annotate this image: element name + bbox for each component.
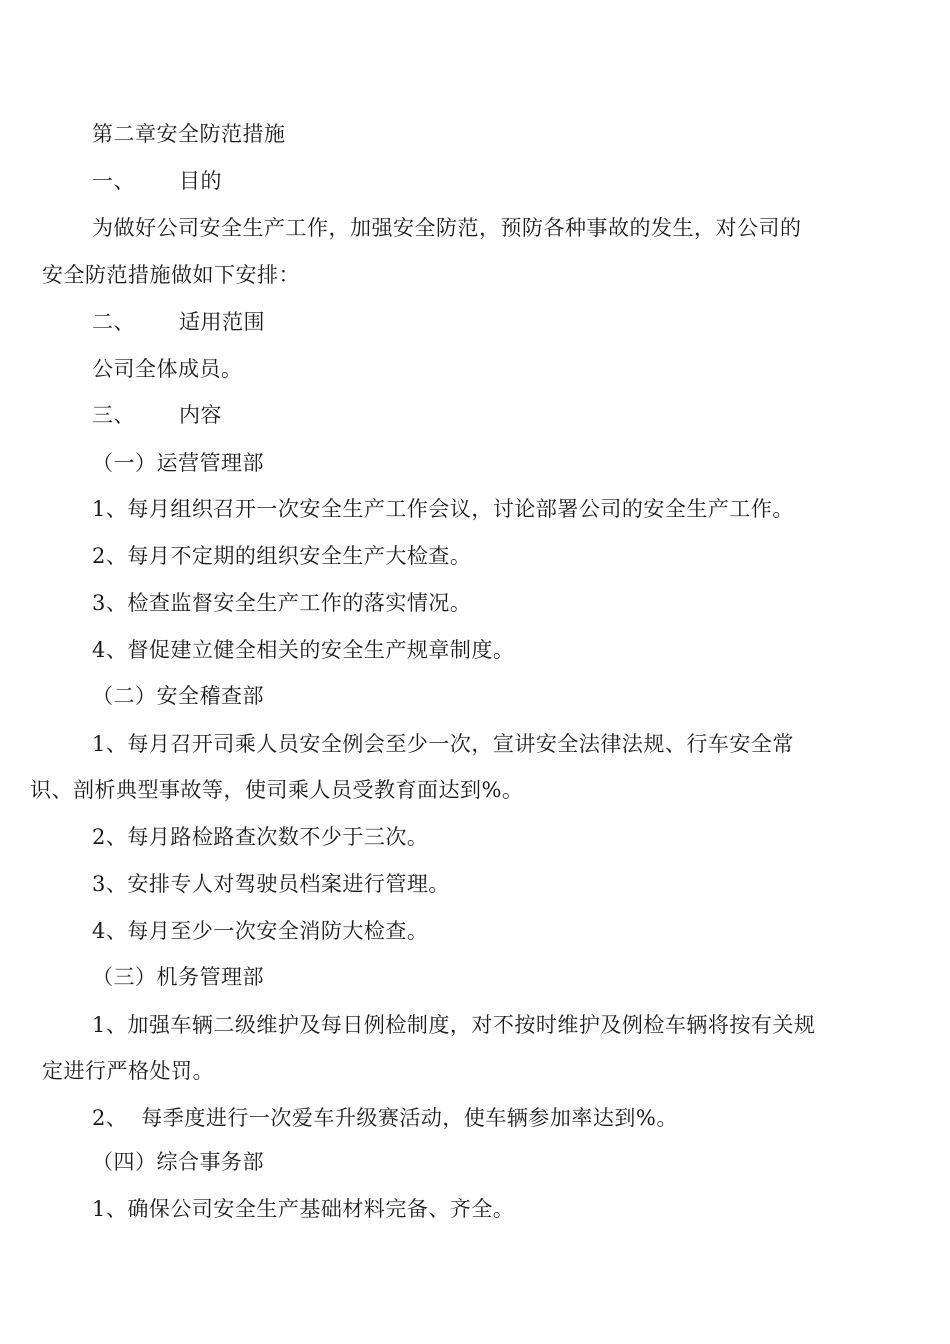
part2-item: 2、每月路检路查次数不少于三次。: [92, 825, 429, 849]
part4-item: 1、确保公司安全生产基础材料完备、齐全。: [92, 1197, 515, 1221]
part1-item: 2、每月不定期的组织安全生产大检查。: [92, 544, 472, 568]
part4-heading: （四）综合事务部: [92, 1150, 264, 1174]
part3-item1-line1: 1、加强车辆二级维护及每日例检制度，对不按时维护及例检车辆将按有关规: [92, 1013, 816, 1037]
part1-item: 3、检查监督安全生产工作的落实情况。: [92, 591, 472, 615]
chapter-title: 第二章安全防范措施: [92, 122, 286, 146]
section1-heading: [92, 167, 222, 195]
part2-item1-line1: 1、每月召开司乘人员安全例会至少一次，宣讲安全法律法规、行车安全常: [92, 732, 794, 756]
section2-title: 适用范围: [179, 310, 265, 334]
part1-item: 4、督促建立健全相关的安全生产规章制度。: [92, 638, 515, 662]
part1-heading: （一）运营管理部: [92, 451, 264, 475]
section2-number: 二、: [92, 310, 135, 334]
part3-item2: [92, 1104, 678, 1132]
part1-item: 1、每月组织召开一次安全生产工作会议，讨论部署公司的安全生产工作。: [92, 497, 794, 521]
part3-item2-text: 每季度进行一次爱车升级赛活动，使车辆参加率达到%。: [141, 1106, 678, 1130]
part2-item1-line2: 识、剖析典型事故等，使司乘人员受教育面达到%。: [30, 778, 524, 802]
section1-number: 一、: [92, 169, 135, 193]
part3-heading: （三）机务管理部: [92, 965, 264, 989]
section3-heading: [92, 401, 222, 429]
section2-heading: [92, 308, 265, 336]
section1-title: 目的: [179, 169, 222, 193]
section3-number: 三、: [92, 403, 135, 427]
part2-item: 3、安排专人对驾驶员档案进行管理。: [92, 872, 450, 896]
part3-item2-number: 2、: [92, 1106, 128, 1130]
section1-body-line1: 为做好公司安全生产工作，加强安全防范，预防各种事故的发生，对公司的: [92, 216, 802, 240]
section1-body-line2: 安全防范措施做如下安排：: [42, 263, 300, 287]
part3-item1-line2: 定进行严格处罚。: [42, 1059, 214, 1083]
part2-heading: （二）安全稽查部: [92, 684, 264, 708]
section2-body: 公司全体成员。: [92, 357, 243, 381]
part2-item: 4、每月至少一次安全消防大检查。: [92, 919, 429, 943]
section3-title: 内容: [179, 403, 222, 427]
